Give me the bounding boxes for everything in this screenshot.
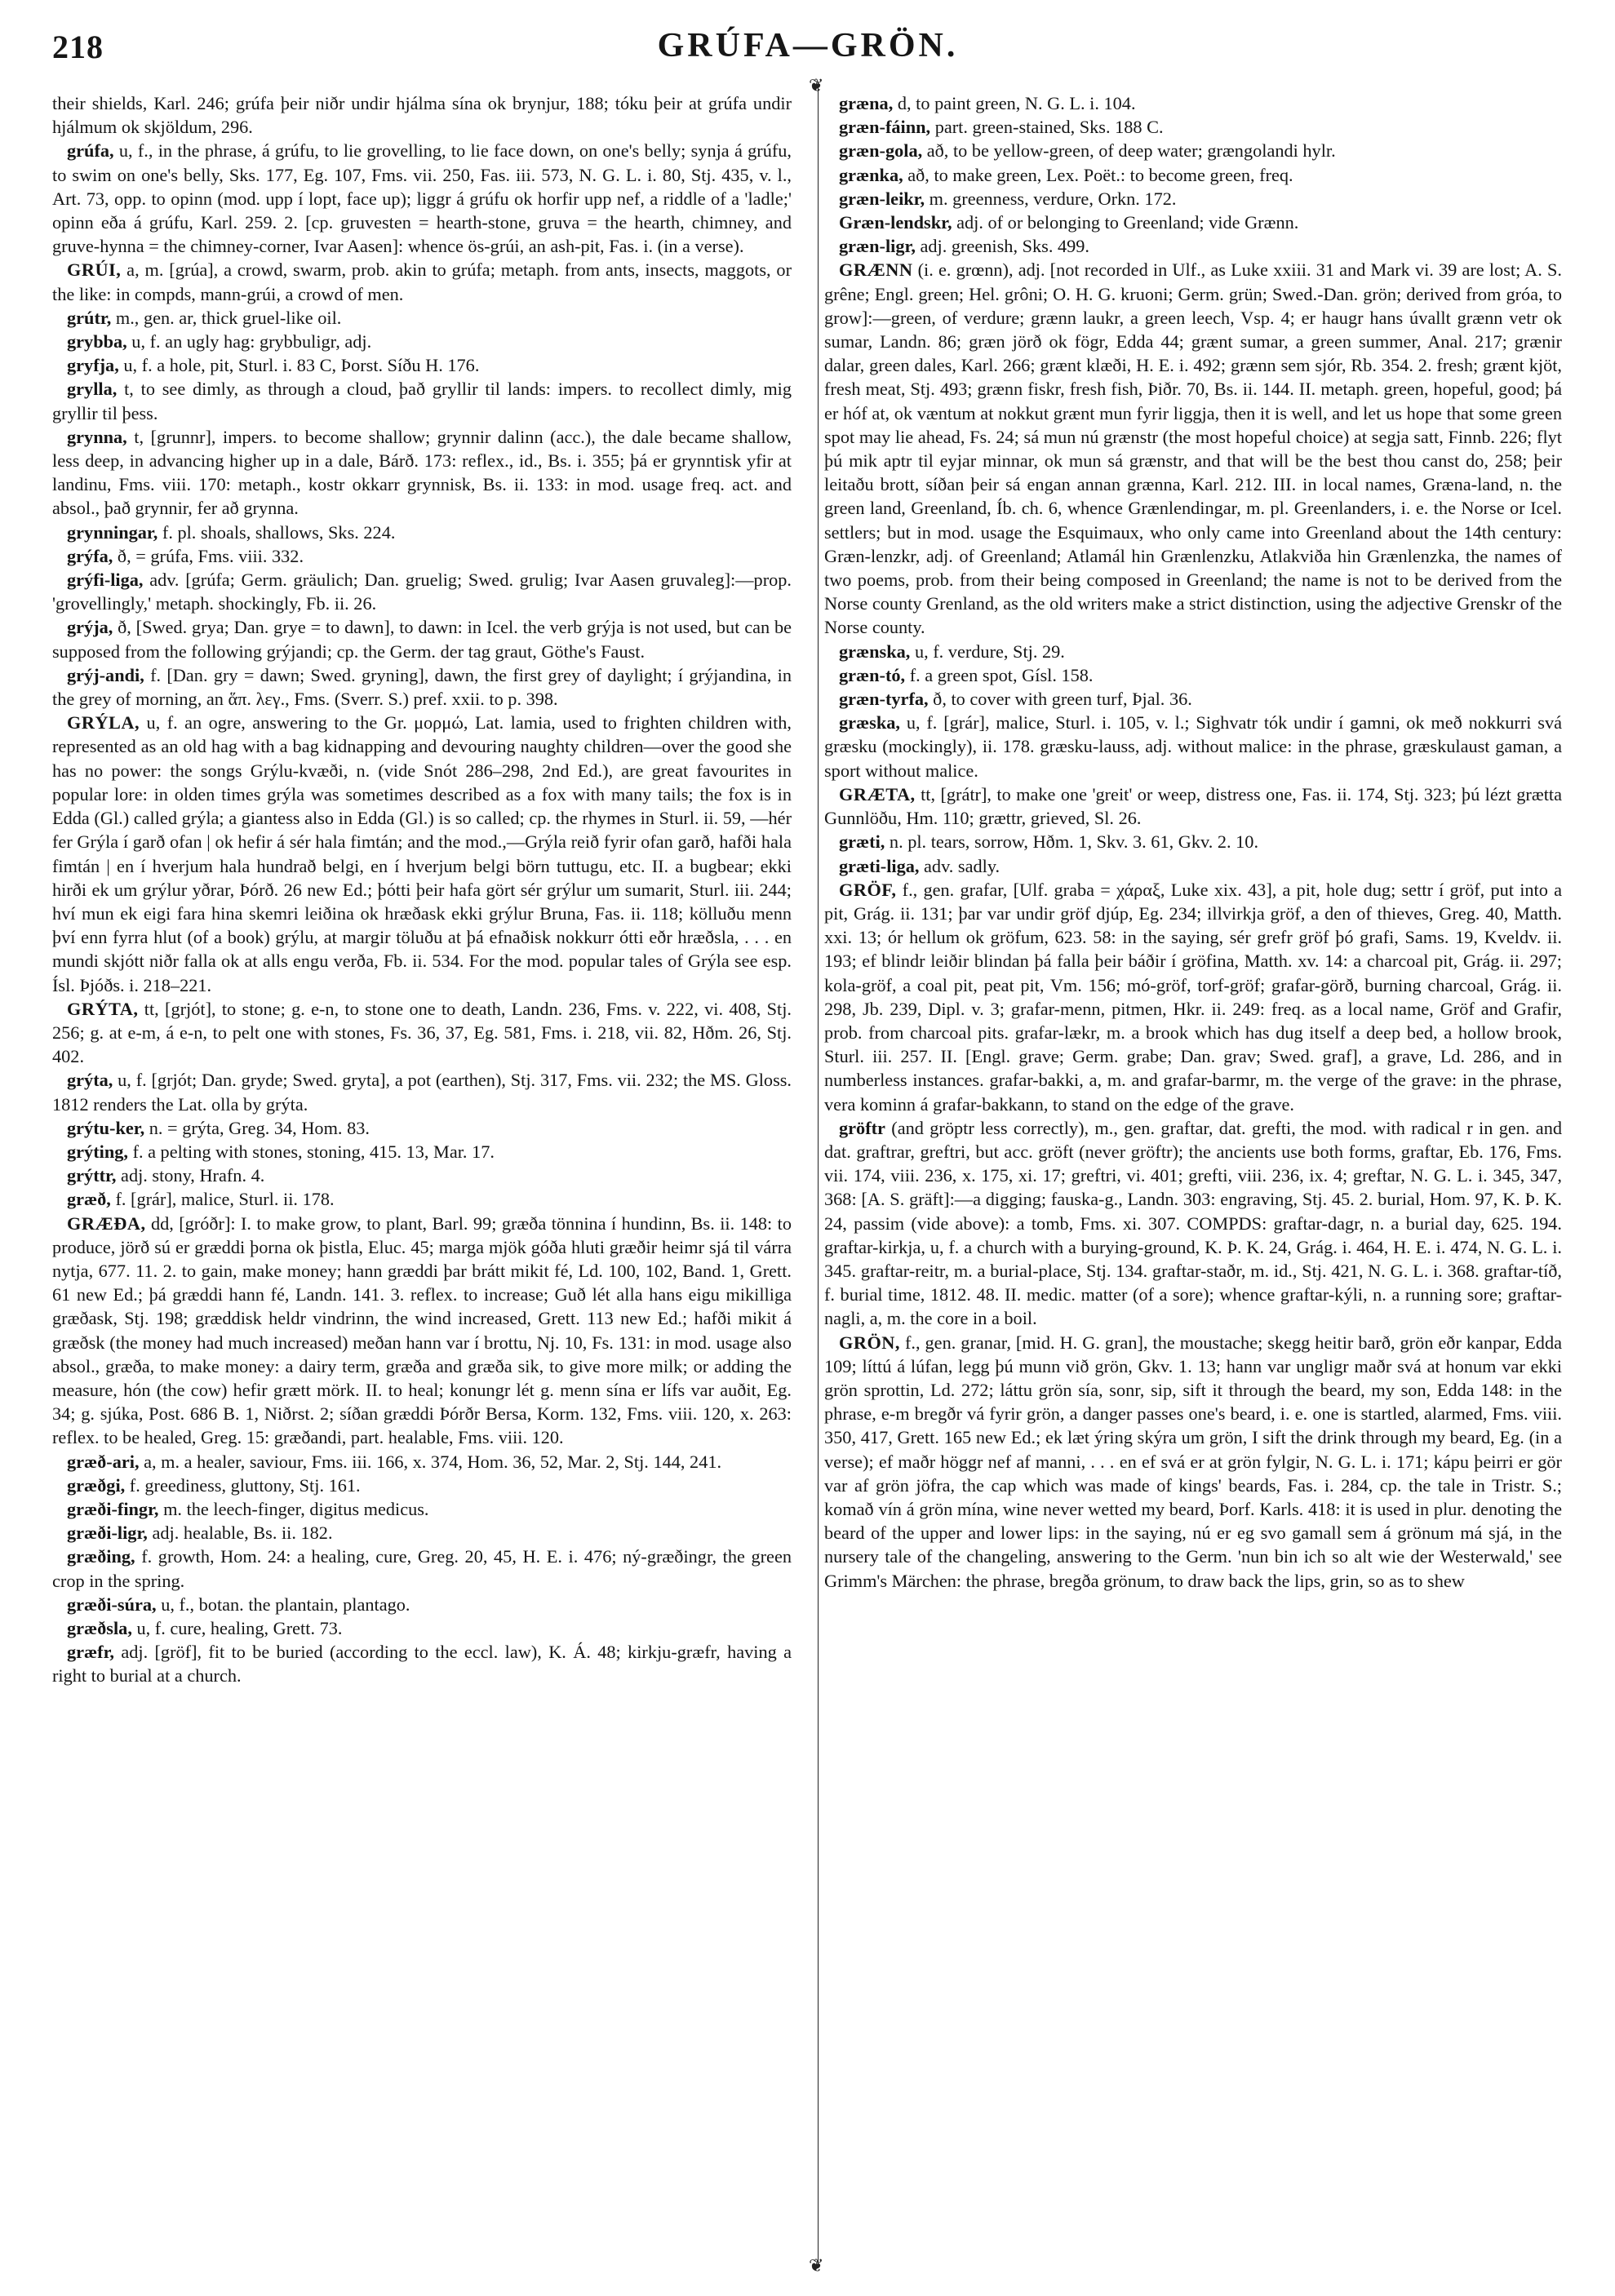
entry-headword: GRÆTA, — [839, 783, 916, 804]
entry-headword: gröftr — [839, 1117, 885, 1138]
dictionary-entry — [824, 878, 1562, 1116]
entry-headword: grútr, — [67, 307, 112, 328]
dictionary-entry — [52, 615, 792, 663]
dictionary-entry — [52, 1521, 792, 1545]
dictionary-entry — [52, 1474, 792, 1497]
entry-definition: f. a pelting with stones, stoning, 415. 13, Mar. 17. — [132, 1141, 495, 1162]
dictionary-entry — [824, 1116, 1562, 1331]
entry-definition: adj. healable, Bs. ii. 182. — [152, 1523, 333, 1544]
entry-headword: gryfja, — [67, 355, 119, 376]
entry-headword: grýta, — [67, 1070, 113, 1091]
entry-definition: adj. greenish, Sks. 499. — [920, 236, 1089, 257]
dictionary-entry — [52, 1593, 792, 1616]
entry-definition: u, f., botan. the plantain, plantago. — [161, 1593, 410, 1615]
entry-definition: u, f. cure, healing, Grett. 73. — [136, 1618, 343, 1638]
dictionary-entry — [52, 1497, 792, 1521]
dictionary-entry — [52, 1187, 792, 1211]
dictionary-entry — [824, 258, 1562, 639]
entry-definition: adj. stony, Hrafn. 4. — [121, 1165, 265, 1186]
entry-headword: græti-liga, — [839, 855, 920, 876]
entry-definition: ð, to cover with green turf, Þjal. 36. — [933, 689, 1192, 710]
entry-headword: græð, — [67, 1189, 111, 1210]
entry-headword: grænka, — [839, 164, 903, 185]
entry-definition: u, f. [grjót; Dan. gryde; Swed. gryta], a pot (earthen), Stj. 317, Fms. vii. 232; the MS. Gloss. 1812 renders the Lat. olla by grýta. — [52, 1070, 792, 1115]
entry-definition: ð, [Swed. grya; Dan. grye = to dawn], to dawn: in Icel. the verb grýja is not used, but can be supposed from the following grýjandi; cp. the Germ. der tag graut, Göthe's Faust. — [52, 617, 792, 662]
entry-definition: m. the leech-finger, digitus medicus. — [163, 1498, 429, 1519]
entry-definition: their shields, Karl. 246; grúfa þeir niðr undir hjálma sína ok brynjur, 188; tóku þeir at grúfa undir hjálmum ok skjöldum, 296. — [52, 93, 792, 138]
dictionary-entry — [52, 425, 792, 521]
dictionary-entry — [52, 544, 792, 568]
entry-definition: dd, [gróðr]: I. to make grow, to plant, Barl. 99; græða tönnina í hundinn, Bs. ii. 148: to produce, jörð sú er græddi þorna ok þistla, Eluc. 45; marga mjök góða hluti græðir heimr sjá til várra nytja, 677. 11. 2. to gain, make money; hann græddi þar brátt mikit fé, Ld. 100, 102, Band. 1, Grett. 61 new Ed.; þá græddi hann fé, Landn. 141. 3. reflex. to increase; Guð lét alla hans eigu mikilliga græðask, Stj. 198; græddisk heldr vindrinn, the wind increased, Grett. 113 new Ed.; hafði mikit á græðsk (the money had much increased) meðan hann var í brottu, Nj. 10, Fs. 131: in mod. usage also absol., græða, to make money: a dairy term, græða and græða sik, to give more milk; or adding the measure, hón (the cow) hefir grætt mörk. II. to heal; konungr lét g. menn sína er lífs var auðit, Eg. 34; g. sjúka, Post. 686 B. 1, Niðrst. 2; síðan græddi Þórðr Bersa, Korm. 132, Fms. viii. 120, x. 263: reflex. to be healed, Greg. 15: græðandi, part. healable, Fms. viii. 120. — [52, 1212, 792, 1448]
entry-headword: grynningar, — [67, 521, 158, 543]
entry-definition: (and gröptr less correctly), m., gen. graftar, dat. grefti, the mod. with radical r in gen. and dat. graftrar, greftri, but acc. gröft (never gröftr); the ancients use both forms, graftar, Eb. 176, Fms. vii. 174, viii. 236, x. 175, xi. 17; greftri, vi. 401; grefti, viii. 236, ix. 4; greftar, N. G. L. i. 345, 347, 368: [A. S. gräft]:—a digging; fauska-g., Landn. 303: engraving, Stj. 45. 2. burial, Hom. 97, K. Þ. K. 24, passim (vide above): a tomb, Fms. xi. 307. COMPDS: graftar-dagr, n. a burial day, 625. 194. graftar-kirkja, u, f. a church with a burying-ground, K. Þ. K. 24, Grág. i. 464, H. E. i. 474, N. G. L. i. 345. graftar-reitr, m. a burial-place, Stj. 134. graftar-staðr, m. id., Stj. 421, N. G. L. i. 368. graftar-tíð, f. burial time, 1812. 48. II. medic. matter (of a sore); whence graftar-kýli, n. a running sore; graftar-nagli, a, m. the core in a boil. — [824, 1117, 1562, 1329]
entry-headword: grybba, — [67, 331, 127, 352]
dictionary-entry — [824, 1331, 1562, 1593]
entry-definition: a, m. a healer, saviour, Fms. iii. 166, x. 374, Hom. 36, 52, Mar. 2, Stj. 144, 241. — [144, 1451, 722, 1472]
entry-definition: m., gen. ar, thick gruel-like oil. — [115, 307, 342, 328]
dictionary-entry — [52, 568, 792, 615]
entry-headword: grylla, — [67, 379, 118, 400]
entry-definition: m. greenness, verdure, Orkn. 172. — [929, 188, 1177, 209]
entry-headword: grænska, — [839, 640, 911, 662]
entry-headword: græn-ligr, — [839, 236, 916, 257]
dictionary-entry — [52, 1640, 792, 1687]
dictionary-entry — [52, 1140, 792, 1164]
dictionary-entry — [52, 377, 792, 424]
entry-headword: græðsla, — [67, 1618, 132, 1638]
column-divider — [818, 82, 819, 2268]
entry-definition: f. pl. shoals, shallows, Sks. 224. — [162, 521, 396, 543]
entry-headword: GRÖF, — [839, 879, 897, 900]
entry-definition: að, to make green, Lex. Poët.: to become green, freq. — [907, 164, 1293, 185]
dictionary-entry — [824, 711, 1562, 782]
entry-headword: græska, — [839, 712, 900, 734]
entry-headword: græð-ari, — [67, 1451, 140, 1472]
entry-headword: græn-tyrfa, — [839, 689, 929, 710]
entry-definition: adj. of or belonging to Greenland; vide Grænn. — [956, 212, 1299, 233]
entry-definition: part. green-stained, Sks. 188 C. — [934, 117, 1164, 138]
entry-headword: græn-leikr, — [839, 188, 925, 209]
divider-bottom-ornament: ❦ — [809, 2255, 824, 2276]
dictionary-entry — [824, 234, 1562, 258]
entry-definition: d, to paint green, N. G. L. i. 104. — [897, 93, 1136, 113]
page-header — [52, 23, 1564, 72]
entry-headword: grýting, — [67, 1141, 128, 1162]
entry-headword: græn-tó, — [839, 664, 906, 685]
right-column — [824, 91, 1562, 1593]
dictionary-entry — [52, 1116, 792, 1140]
entry-definition: f. a green spot, Gísl. 158. — [909, 664, 1094, 685]
entry-definition: n. = grýta, Greg. 34, Hom. 83. — [149, 1117, 370, 1138]
entry-definition: u, f. verdure, Stj. 29. — [914, 640, 1065, 662]
entry-headword: grýfa, — [67, 545, 113, 566]
dictionary-entry — [824, 211, 1562, 234]
dictionary-entry — [824, 640, 1562, 663]
entry-definition: t, [grunnr], impers. to become shallow; grynnir dalinn (acc.), the dale became shallow, less deep, in advancing higher up in a dale, Bárð. 173: reflex., id., Bs. i. 355; þá er grynntisk yfir at landinu, Fms. viii. 170: metaph., kostr okkarr grynnisk, Bs. ii. 133: in mod. usage freq. act. and absol., það grynnir, fer að grynna. — [52, 426, 792, 519]
entry-headword: græði-súra, — [67, 1593, 157, 1615]
entry-definition: f., gen. grafar, [Ulf. graba = χάραξ, Luke xix. 43], a pit, hole dug; settr í gröf, put into a pit, Grág. ii. 131; þar var undir gröf djúp, Eg. 234; illvirkja gröf, a den of thieves, Greg. 40, Matth. xxi. 13; ór hellum ok gröfum, 623. 58: in the saying, sér grefr gröf þó grafi, Sams. 19, Kveldv. ii. 193; ef blindr leiðir blindan þá falla þeir báðir í gröfina, Matth. xv. 14: a charcoal pit, Grág. ii. 297; kola-gröf, a coal pit, peat pit, Vm. 156; mó-gröf, torf-gröf; grafar-görð, burning charcoal, Grág. ii. 298, Jb. 239, Dipl. v. 3; grafar-menn, pitmen, Hkr. ii. 249: freq. as a local name, Gröf and Grafir, prob. from charcoal pits. grafar-lækr, m. a brook which has dug itself a deep bed, a hollow brook, Sturl. iii. 257. II. [Engl. grave; Germ. grabe; Dan. grav; Swed. graf], a grave, Ld. 286, and in numberless instances. grafar-bakki, a, m. and grafar-barmr, m. the verge of the grave: in the phrase, vera kominn á grafar-bakkann, to stand on the edge of the grave. — [824, 879, 1562, 1115]
entry-definition: f. greediness, gluttony, Stj. 161. — [129, 1474, 361, 1496]
dictionary-entry — [824, 830, 1562, 853]
entry-headword: græfr, — [67, 1642, 114, 1663]
dictionary-entry — [52, 353, 792, 377]
entry-headword: GRÝTA, — [67, 998, 139, 1019]
entry-definition: adv. [grúfa; Germ. gräulich; Dan. gruelig; Swed. grulig; Ivar Aasen gruvaleg]:—prop. 'grovellingly,' metaph. shockingly, Fb. ii. 26. — [52, 570, 792, 614]
entry-definition: f. [grár], malice, Sturl. ii. 178. — [115, 1189, 335, 1210]
entry-headword: græðgi, — [67, 1474, 126, 1496]
entry-definition: n. pl. tears, sorrow, Hðm. 1, Skv. 3. 61, Gkv. 2. 10. — [889, 831, 1259, 853]
entry-headword: grýj-andi, — [67, 664, 144, 685]
entry-definition: að, to be yellow-green, of deep water; grængolandi hylr. — [926, 140, 1336, 162]
dictionary-entry — [52, 330, 792, 353]
entry-headword: græna, — [839, 93, 894, 113]
dictionary-entry — [52, 711, 792, 996]
entry-definition: u, f., in the phrase, á grúfu, to lie grovelling, to lie face down, on one's belly; synja á grúfu, to swim on one's belly, Sks. 177, Eg. 107, Fms. vii. 250, Fas. iii. 573, N. G. L. i. 80, Stj. 435, v. l., Art. 73, opp. to opinn (mod. upp í lopt, face up); liggr á grúfu ok horfir upp nef, a riddle of a 'ladle;' opinn eða á grúfu, Karl. 259. 2. [cp. gruvesten = hearth-stone, gruva = the hearth, chimney, and gruve-hynna = the chimney-corner, Ivar Aasen]: whence ös-grúi, an ash-pit, Fas. i. (in a verse). — [52, 140, 792, 257]
entry-headword: grynna, — [67, 426, 127, 447]
entry-definition: adj. [gröf], fit to be buried (according to the eccl. law), K. Á. 48; kirkju-græfr, having a right to burial at a church. — [52, 1642, 792, 1687]
entry-definition: tt, [grjót], to stone; g. e-n, to stone one to death, Landn. 236, Fms. v. 222, vi. 408, Stj. 256; g. at e-m, á e-n, to pelt one with stones, Fs. 36, 37, Eg. 581, Fms. i. 218, vii. 82, Hðm. 26, Stj. 402. — [52, 998, 792, 1067]
entry-headword: græði-fingr, — [67, 1498, 159, 1519]
entry-headword: grýttr, — [67, 1165, 117, 1186]
dictionary-entry — [52, 1212, 792, 1450]
dictionary-entry — [824, 782, 1562, 830]
dictionary-entry — [824, 139, 1562, 162]
entry-definition: t, to see dimly, as through a cloud, það gryllir til lands: impers. to recollect dimly, mig gryllir til þess. — [52, 379, 792, 423]
dictionary-entry — [52, 91, 792, 139]
dictionary-entry — [52, 139, 792, 258]
entry-headword: GRÆNN — [839, 259, 913, 281]
dictionary-entry — [52, 1545, 792, 1592]
dictionary-entry — [52, 1164, 792, 1187]
entry-definition: u, f. a hole, pit, Sturl. i. 83 C, Þorst. Síðu H. 176. — [123, 355, 480, 376]
dictionary-entry — [52, 997, 792, 1069]
dictionary-entry — [824, 854, 1562, 878]
entry-headword: GRÆÐA, — [67, 1212, 146, 1234]
dictionary-entry — [824, 663, 1562, 687]
entry-definition: a, m. [grúa], a crowd, swarm, prob. akin to grúfa; metaph. from ants, insects, maggots, or the like: in compds, mann-grúi, a crowd of men. — [52, 259, 792, 304]
entry-headword: GRÖN, — [839, 1332, 900, 1353]
entry-headword: grúfa, — [67, 140, 114, 162]
entry-headword: Græn-lendskr, — [839, 212, 952, 233]
entry-definition: f., gen. granar, [mid. H. G. gran], the moustache; skegg heitir barð, grön eðr kanpar, Edda 109; líttú á lúfan, legg þú munn við grön, Gkv. 1. 13; hann var ungligr maðr svá at honum var ekki grön sprottin, Ld. 272; láttu grön sía, sonr, sip, sift it through the beard, my son, Edda 148: in the phrase, e-m bregðr vá fyrir grön, a danger passes one's beard, i. e. one is startled, alarmed, Fms. viii. 350, 417, Grett. 165 new Ed.; ek læt ýring skýra um grön, I sift the drink through my beard, Eg. (in a verse); ef maðr höggr nef af manni, . . . en ef svá er at grön fylgir, N. G. L. i. 171; kápu þeirri er gör var af grön jöfra, the cap which was made of kings' beards, Fas. i. 284, cp. the tale in Tristr. S.; komað vín á grön mína, wine never wetted my beard, Þorf. Karls. 418: it is used in plur. denoting the beard of the upper and lower lips: in the saying, nú er eg svo gamall sem á grönum má sjá, in the nursery tale of the changeling, answering to the Germ. 'nun bin ich so alt wie der Westerwald,' see Grimm's Märchen: the phrase, bregða grönum, to draw back the lips, grin, so as to shew — [824, 1332, 1563, 1591]
dictionary-entry — [52, 1616, 792, 1640]
dictionary-entry — [52, 663, 792, 711]
dictionary-entry — [824, 187, 1562, 211]
entry-headword: GRÚI, — [67, 259, 122, 281]
entry-definition: u, f. an ugly hag: grybbuligr, adj. — [131, 331, 372, 352]
entry-headword: græðing, — [67, 1546, 135, 1567]
entry-headword: græn-gola, — [839, 140, 923, 162]
dictionary-entry — [52, 1450, 792, 1474]
dictionary-entry — [824, 687, 1562, 711]
entry-headword: græti, — [839, 831, 885, 853]
dictionary-entry — [52, 1068, 792, 1115]
entry-definition: (i. e. grœnn), adj. [not recorded in Ulf., as Luke xxiii. 31 and Mark vi. 39 are lost; A. S. grêne; Engl. green; Hel. grôni; O. H. G. kruoni; Germ. grün; Swed.-Dan. grön; derived from gróa, to grow]:—green, of verdure; grænn laukr, a green leech, Vsp. 4; er haugr hans úvallt grænn vetr ok sumar, Landn. 86; græn jörð ok fögr, Edda 44; grænt sumar, a green summer, Anal. 217; grænir dalar, green dales, Karl. 266; grænt klæði, H. E. i. 492; grænn sem sjór, Rb. 354. 2. fresh; grænt kjöt, fresh meat, Stj. 493; grænn fiskr, fresh fish, Þiðr. 70, Bs. ii. 144. II. metaph. green, hopeful, good; þá er hóf at, ok væntum at nokkut grænt mun fyrir liggja, then it is well, and let us hope that some green spot may lie ahead, Fs. 24; sá mun nú grænstr (the most hopeful choice) at segja satt, Finnb. 226; flyt þú mik aptr til eyjar minnar, ok mun sá grænstr, and that will be the best thou canst do, 258; þeir leitaðu brott, síðan þeir sá engan annan grænna, Karl. 212. III. in local names, Græna-land, n. the green land, Greenland, Íb. ch. 6, whence Grænlendingar, m. pl. Greenlanders, i. e. the Norse or Icel. settlers; but in mod. usage the Esquimaux, who only came into Greenland about the 14th century: Græn-lenzkr, adj. of Greenland; Atlamál hin Grænlenzku, Atlakviða hin Grænlenzka, the names of two poems, prob. from their being composed in Greenland; the name is not to be derived from the Norse county Grenland, as the old writers make a strict distinction, using the adjective Grenskr of the Norse county. — [824, 259, 1563, 638]
entry-headword: græn-fáinn, — [839, 117, 931, 138]
entry-definition: tt, [grátr], to make one 'greit' or weep, distress one, Fas. ii. 174, Stj. 323; þú lézt grætta Gunnlöðu, Hm. 110; grættr, grieved, Sl. 26. — [824, 783, 1562, 829]
entry-headword: grýja, — [67, 617, 113, 638]
entry-headword: GRÝLA, — [67, 712, 140, 734]
entry-definition: f. growth, Hom. 24: a healing, cure, Greg. 20, 45, H. E. i. 476; ný-græðingr, the green crop in the spring. — [52, 1546, 792, 1591]
entry-headword: grýfi-liga, — [67, 570, 144, 591]
dictionary-entry — [824, 163, 1562, 187]
dictionary-entry — [824, 91, 1562, 115]
entry-definition: u, f. an ogre, answering to the Gr. μορμώ, Lat. lamia, used to frighten children with, represented as an old hag with a bag kidnapping and devouring naughty children—over the good she has no power: the songs Grýlu-kvæði, n. (vide Snót 286–298, 2nd Ed.), are great favourites in popular lore: in olden times grýla was sometimes described as a fox with many tails; the fox is in Edda (Gl.) called grýla; a giantess also in Edda (Gl.) is so called; cp. the rhymes in Sturl. ii. 59, —hér fer Grýla í garð ofan | ok hefir á sér hala fimtán; and the mod.,—Grýla reið fyrir ofan garð, hafði hala fimtán | en í hverjum hala hundrað belgi, en í hverjum belgi börn tuttugu, etc. II. a bugbear; ekki hirði ek um grýlur yðrar, Þórð. 26 new Ed.; þótti þeir hafa gört sér grýlur um sumarit, Sturl. iii. 244; hví mun ek eigi fara hina skemri leiðina ok hræðask ekki grýlur Bruna, Fas. ii. 118; kölluðu menn því enn fyrra hlut (of a book) grýlu, at margir töluðu at þá efnaðisk nokkurr ótti eðr hræðsla, . . . en mundi skjótt niðr falla ok at alls engu verða, Fb. ii. 534. For the mod. popular tales of Grýla see esp. Ísl. Þjóðs. i. 218–221. — [52, 712, 792, 995]
dictionary-entry — [52, 306, 792, 330]
entry-definition: ð, = grúfa, Fms. viii. 332. — [117, 545, 304, 566]
left-column — [52, 91, 792, 1688]
entry-definition: u, f. [grár], malice, Sturl. i. 105, v. l.; Sighvatr tók undir í gamni, ok með nokkurri svá græsku (mockingly), ii. 178. græsku-lauss, adj. without malice: in the phrase, græskulaust gaman, a sport without malice. — [824, 712, 1563, 781]
running-title: GRÚFA—GRÖN. — [657, 27, 959, 64]
entry-headword: græði-ligr, — [67, 1523, 148, 1544]
page-number: 218 — [52, 29, 104, 65]
divider-top-ornament: ❦ — [809, 75, 824, 95]
dictionary-entry — [52, 521, 792, 544]
entry-definition: f. [Dan. gry = dawn; Swed. gryning], dawn, the first grey of daylight; í grýjandina, in the grey of morning, an ἅπ. λεγ., Fms. (Sverr. S.) pref. xxii. to p. 398. — [52, 664, 792, 710]
entry-definition: adv. sadly. — [924, 855, 1001, 876]
entry-headword: grýtu-ker, — [67, 1117, 145, 1138]
dictionary-entry — [824, 115, 1562, 139]
dictionary-entry — [52, 258, 792, 305]
